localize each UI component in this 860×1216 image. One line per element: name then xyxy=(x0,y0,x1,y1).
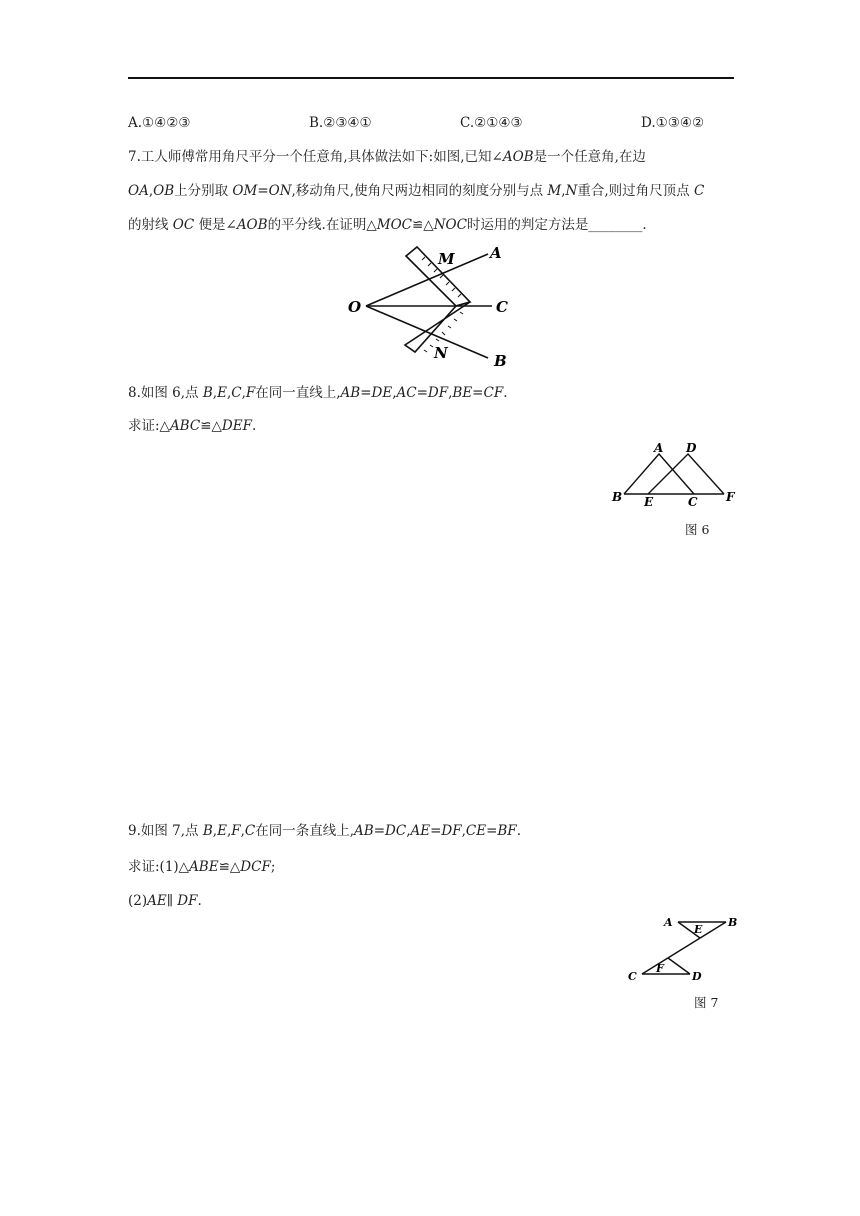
option-b: B.②③④① xyxy=(309,115,372,131)
q8-figure-caption: 图 6 xyxy=(685,522,710,537)
q8-label-C: C xyxy=(688,495,698,509)
option-d: D.①③④② xyxy=(641,115,705,131)
q7-label-N: N xyxy=(434,344,448,362)
q9-line-1: 9.如图 7,点 B,E,F,C在同一条直线上,AB=DC,AE=DF,CE=BF. xyxy=(128,823,521,839)
q9-label-B: B xyxy=(728,916,738,929)
q8-label-A: A xyxy=(654,441,664,455)
q9-figure-caption: 图 7 xyxy=(694,995,719,1010)
q7-figure-angle-square xyxy=(340,240,520,370)
q7-label-O: O xyxy=(348,298,362,316)
q9-line-2: 求证:(1)△ABE≌△DCF; xyxy=(128,859,276,875)
q7-line-3: 的射线 OC 便是∠AOB的平分线.在证明△MOC≌△NOC时运用的判定方法是________. xyxy=(128,217,647,233)
q9-label-A: A xyxy=(664,916,673,929)
q8-label-B: B xyxy=(612,490,623,504)
q9-label-E: E xyxy=(694,923,703,936)
option-a: A.①④②③ xyxy=(128,115,191,131)
q9-label-F: F xyxy=(656,962,664,975)
header-rule xyxy=(128,77,734,79)
q8-label-E: E xyxy=(644,495,654,509)
q7-label-A: A xyxy=(490,244,502,262)
q8-label-D: D xyxy=(686,441,697,455)
q8-figure-triangles xyxy=(608,438,740,512)
q8-line-1: 8.如图 6,点 B,E,C,F在同一直线上,AB=DE,AC=DF,BE=CF. xyxy=(128,385,508,401)
q9-figure-triangles xyxy=(622,910,746,986)
q9-line-3: (2)AE∥ DF. xyxy=(128,893,202,909)
q7-line-2: OA,OB上分别取 OM=ON,移动角尺,使角尺两边相同的刻度分别与点 M,N重合,则过角尺顶点 C xyxy=(128,183,705,199)
q9-label-D: D xyxy=(692,970,702,983)
q9-label-C: C xyxy=(628,970,637,983)
option-c: C.②①④③ xyxy=(460,115,523,131)
q8-label-F: F xyxy=(726,490,735,504)
q7-label-B: B xyxy=(494,352,507,370)
q7-label-M: M xyxy=(438,250,455,268)
q7-line-1: 7.工人师傅常用角尺平分一个任意角,具体做法如下:如图,已知∠AOB是一个任意角,在边 xyxy=(128,149,646,165)
q7-label-C: C xyxy=(496,298,508,316)
q8-line-2: 求证:△ABC≌△DEF. xyxy=(128,418,257,434)
